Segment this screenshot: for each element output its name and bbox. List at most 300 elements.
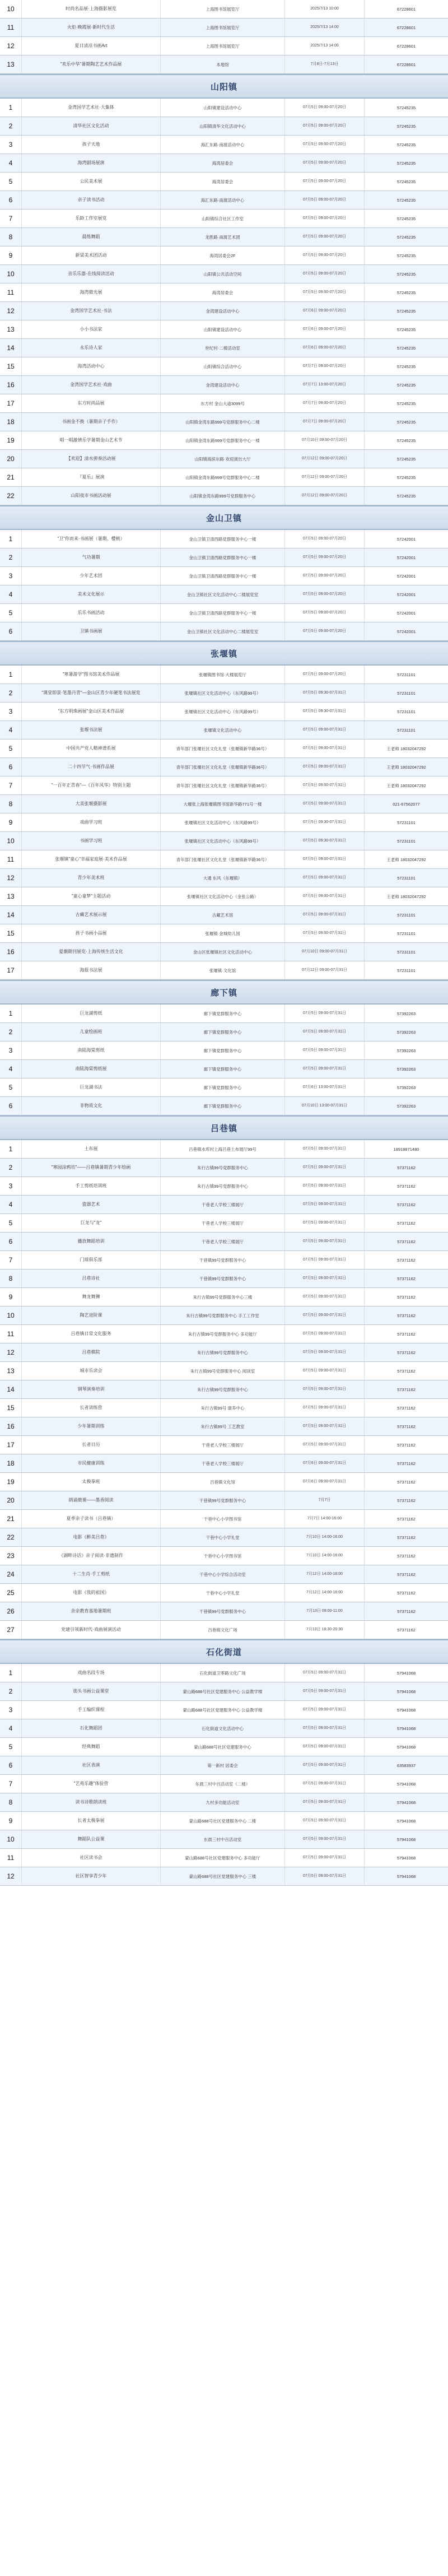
- table-row: [0, 55, 448, 74]
- row-number: 15: [7, 1403, 15, 1412]
- event-time: 07月5日 09:00-07月31日: [284, 1362, 364, 1380]
- contact-phone: 57231101: [364, 906, 448, 924]
- event-location: 干巷中心小学礼堂: [160, 1584, 284, 1602]
- event-location: 干巷镇99号党群服务中心: [160, 1491, 284, 1509]
- event-location: 张堰镇社区文化活动中心（东风路99号）: [160, 813, 284, 831]
- section-title: 吕巷镇: [210, 1123, 237, 1133]
- event-time: 7月12日 14:00-16:00: [284, 1565, 364, 1583]
- row-number: 8: [8, 1798, 13, 1806]
- contact-phone: 57245235: [364, 302, 448, 320]
- event-location: 朱行古镇99号党群服务中心三楼: [160, 1288, 284, 1306]
- row-number: 9: [8, 1292, 13, 1301]
- event-location: 龙胜路·南渡艺术团: [160, 228, 284, 246]
- event-name: 经典舞蹈: [21, 1738, 160, 1756]
- event-name: 电影《我的祖国》: [21, 1584, 160, 1602]
- contact-phone: 57231101: [364, 703, 448, 720]
- table-row: [0, 1510, 448, 1528]
- contact-phone: 57245235: [364, 450, 448, 468]
- event-time: 7月10日 14:00-16:00: [284, 1528, 364, 1546]
- row-number: 10: [7, 269, 15, 278]
- event-time: 07月5日 09:00-07月20日: [284, 604, 364, 622]
- contact-phone: 63583937: [364, 1756, 448, 1774]
- event-time: 07月5日 09:00-07月31日: [284, 1436, 364, 1454]
- row-number: 5: [8, 1742, 13, 1751]
- contact-phone: 57941068: [364, 1867, 448, 1885]
- table-row: [0, 758, 448, 776]
- event-time: 07月5日 09:00-07月31日: [284, 1775, 364, 1793]
- event-name: 夏日清凉书画Art: [21, 37, 160, 55]
- row-number: 2: [8, 122, 13, 130]
- event-time: 07月5日 09:00-07月31日: [284, 1306, 364, 1324]
- table-row: [0, 1159, 448, 1177]
- contact-phone: 57245235: [364, 468, 448, 486]
- contact-phone: 57242001: [364, 604, 448, 622]
- event-location: 张堰镇文化活动中心: [160, 721, 284, 739]
- table-row: [0, 265, 448, 283]
- event-location: 青年部门张堰社区文化礼堂（张堰镇新华路36号）: [160, 776, 284, 794]
- contact-phone: 57392263: [364, 1060, 448, 1078]
- table-row: [0, 99, 448, 117]
- event-name: 爱潮期刊展览·上海传统生活文化: [21, 943, 160, 961]
- contact-phone: 57371162: [364, 1417, 448, 1435]
- table-row: [0, 548, 448, 567]
- table-row: [0, 1849, 448, 1867]
- contact-phone: 57371162: [364, 1159, 448, 1177]
- event-time: 7月7日: [284, 1491, 364, 1509]
- table-row: [0, 585, 448, 604]
- event-name: 海报书法展: [21, 961, 160, 979]
- row-number: 6: [8, 1237, 13, 1245]
- contact-phone: 57371162: [364, 1454, 448, 1472]
- event-location: 东晨三村中百活动室: [160, 1830, 284, 1848]
- event-location: 干巷老人学校三楼展厅: [160, 1214, 284, 1232]
- event-time: 07月5日 09:00-07月31日: [284, 1830, 364, 1848]
- event-time: 2025/7/13 14:00: [284, 18, 364, 36]
- event-time: 07月5日 09:00-07月31日: [284, 1060, 364, 1078]
- event-name: 南陆海棠剪纸: [21, 1041, 160, 1059]
- event-location: 上海图书馆展览厅: [160, 0, 284, 18]
- event-location: 山阳镇海滨东路·欢迎演出大厅: [160, 450, 284, 468]
- contact-phone: 57231101: [364, 961, 448, 979]
- event-location: 山阳镇金湾东路999号党群服务中心一楼: [160, 431, 284, 449]
- table-row: [0, 776, 448, 795]
- section-header: [0, 980, 448, 1005]
- event-time: 07月5日 09:00-07月31日: [284, 758, 364, 776]
- contact-phone: 57231101: [364, 721, 448, 739]
- event-time: 07月5日 09:00-07月31日: [284, 1849, 364, 1867]
- row-number: 8: [8, 799, 13, 808]
- event-location: 干巷镇99号党群服务中心: [160, 1602, 284, 1620]
- event-time: 07月5日 09:00-07月31日: [284, 1664, 364, 1682]
- event-name: 夏季亲子读书（吕巷镇）: [21, 1510, 160, 1528]
- contact-phone: 57392263: [364, 1078, 448, 1096]
- contact-phone: 18918871480: [364, 1140, 448, 1158]
- event-location: 廊下镇党群服务中心: [160, 1060, 284, 1078]
- row-number: 17: [7, 966, 15, 974]
- table-row: [0, 468, 448, 487]
- contact-phone: 57941068: [364, 1793, 448, 1811]
- event-name: "欢乐中华"暑期陶艺艺术作品展: [21, 55, 160, 73]
- event-location: 蒙山路688号社区党建服务中心 三楼: [160, 1867, 284, 1885]
- event-name: 社区读书会: [21, 1849, 160, 1867]
- table-row: [0, 302, 448, 320]
- table-row: [0, 1214, 448, 1233]
- row-number: 2: [8, 1687, 13, 1695]
- contact-phone: 57941068: [364, 1849, 448, 1867]
- event-location: 干巷镇99号党群服务中心: [160, 1251, 284, 1269]
- contact-phone: 57231101: [364, 666, 448, 683]
- section-header: [0, 505, 448, 530]
- event-location: 金山卫镇社区文化活动中心二楼展览室: [160, 585, 284, 603]
- event-location: 山阳镇清华文化活动中心: [160, 117, 284, 135]
- event-time: 07月5日 09:00-07月20日: [284, 99, 364, 117]
- event-time: 07月5日 09:00-07月31日: [284, 1005, 364, 1022]
- row-number: 6: [8, 1761, 13, 1769]
- table-row: [0, 530, 448, 548]
- event-time: 07月5日 09:00-07月31日: [284, 1399, 364, 1417]
- row-number: 1: [8, 670, 13, 678]
- row-number: 11: [7, 23, 15, 31]
- event-time: 07月5日 09:00-07月31日: [284, 740, 364, 757]
- row-number: 4: [8, 1724, 13, 1732]
- row-number: 14: [7, 910, 15, 919]
- event-name: 石化舞蹈团: [21, 1719, 160, 1737]
- row-number: 1: [8, 1009, 13, 1017]
- row-number: 6: [8, 627, 13, 635]
- table-row: [0, 850, 448, 869]
- event-name: 公民美术展: [21, 173, 160, 190]
- event-name: 金湾国学艺术社·大集体: [21, 99, 160, 117]
- event-time: 07月7日 09:00-07月20日: [284, 357, 364, 375]
- contact-phone: 57371162: [364, 1436, 448, 1454]
- event-time: 07月10日 09:00-07月31日: [284, 943, 364, 961]
- event-name: 东方时尚品展: [21, 394, 160, 412]
- row-number: 20: [7, 454, 15, 463]
- event-location: 廊下镇党群服务中心: [160, 1005, 284, 1022]
- event-name: 吕巷棋院: [21, 1343, 160, 1361]
- event-location: 金山卫镇卫清西路党群服务中心一楼: [160, 530, 284, 548]
- event-location: 海湾居委会: [160, 154, 284, 172]
- table-row: [0, 173, 448, 191]
- event-time: 07月5日 09:00-07月31日: [284, 1812, 364, 1830]
- event-time: 2025/7/13 10:00: [284, 0, 364, 18]
- row-number: 3: [8, 1046, 13, 1054]
- event-name: 亲亲教育基地暑期班: [21, 1602, 160, 1620]
- event-time: 07月5日 09:00-07月20日: [284, 191, 364, 209]
- table-row: [0, 1362, 448, 1380]
- row-number: 12: [7, 306, 15, 315]
- event-name: 小小书法家: [21, 320, 160, 338]
- event-location: 金山卫镇卫清西路党群服务中心一楼: [160, 604, 284, 622]
- event-time: 07月5日 09:00-07月31日: [284, 1270, 364, 1287]
- contact-phone: 57371162: [364, 1343, 448, 1361]
- event-name: 金湾国学艺术社·戏曲: [21, 376, 160, 394]
- row-number: 2: [8, 1163, 13, 1171]
- event-name: 张堰书法展: [21, 721, 160, 739]
- event-time: 07月6日 09:00-07月31日: [284, 1454, 364, 1472]
- contact-phone: 王老师 18032047292: [364, 850, 448, 868]
- table-row: [0, 357, 448, 376]
- event-time: 07月5日 09:00-07月31日: [284, 1233, 364, 1250]
- row-number: 14: [7, 1385, 15, 1393]
- contact-phone: 57231101: [364, 924, 448, 942]
- event-name: 钢琴演奏培训: [21, 1380, 160, 1398]
- table-row: [0, 283, 448, 302]
- event-name: 巨龙湖书法: [21, 1078, 160, 1096]
- table-row: [0, 191, 448, 210]
- event-location: 吕巷镇水库村上海吕巷土布展厅99号: [160, 1140, 284, 1158]
- event-location: 蒙山路688号社区党建服务中心 公益教学楼: [160, 1701, 284, 1719]
- contact-phone: 57371162: [364, 1380, 448, 1398]
- table-row: [0, 136, 448, 154]
- row-number: 3: [8, 707, 13, 715]
- contact-phone: 57371162: [364, 1233, 448, 1250]
- contact-phone: 57245235: [364, 320, 448, 338]
- event-time: 07月5日 09:00-07月31日: [284, 1682, 364, 1700]
- contact-phone: 57245235: [364, 136, 448, 154]
- table-row: [0, 604, 448, 622]
- table-row: [0, 740, 448, 758]
- row-number: 11: [7, 1329, 15, 1338]
- row-number: 4: [8, 1064, 13, 1073]
- row-number: 7: [8, 781, 13, 789]
- event-location: 朱行古镇99号党群服务中心: [160, 1380, 284, 1398]
- event-location: 青年部门张堰社区文化礼堂（张堰镇新华路36号）: [160, 740, 284, 757]
- event-time: 07月6日 09:00-07月20日: [284, 339, 364, 357]
- event-name: 《湖畔诗话》亲子阅读·非遗制作: [21, 1547, 160, 1565]
- event-name: 南陆海棠剪纸展: [21, 1060, 160, 1078]
- event-name: "寒暑游学"图书馆美术作品展: [21, 666, 160, 683]
- row-number: 9: [8, 1816, 13, 1825]
- event-location: 青年部门张堰社区文化礼堂（张堰镇新华路36号）: [160, 850, 284, 868]
- event-location: 金山卫镇卫清西路党群服务中心一楼: [160, 567, 284, 585]
- contact-phone: 57245235: [364, 173, 448, 190]
- table-row: [0, 1060, 448, 1078]
- row-number: 13: [7, 325, 15, 333]
- contact-phone: 57371162: [364, 1621, 448, 1639]
- row-number: 1: [8, 1668, 13, 1677]
- row-number: 3: [8, 1705, 13, 1714]
- table-row: [0, 1775, 448, 1793]
- event-location: 山阳镇公共活动空间: [160, 265, 284, 283]
- table-row: [0, 0, 448, 18]
- event-location: 干巷老人学校三楼展厅: [160, 1196, 284, 1213]
- event-name: 中国共产党人精神谱系展: [21, 740, 160, 757]
- event-name: 城市乐读会: [21, 1362, 160, 1380]
- event-name: 新梁美术团活动: [21, 247, 160, 264]
- contact-phone: 王老师 18032047292: [364, 776, 448, 794]
- event-name: "童心童梦"主题活动: [21, 887, 160, 905]
- event-name: 巨龙湖剪纸: [21, 1005, 160, 1022]
- event-name: 时尚名品展·上海摄影展览: [21, 0, 160, 18]
- event-location: 廊下镇党群服务中心: [160, 1041, 284, 1059]
- event-location: 山阳镇综合社区工作室: [160, 210, 284, 227]
- contact-phone: 57392263: [364, 1023, 448, 1041]
- contact-phone: 57231101: [364, 832, 448, 850]
- table-row: [0, 666, 448, 684]
- section-header: [0, 74, 448, 99]
- event-time: 07月5日 09:00-07月31日: [284, 850, 364, 868]
- table-row: [0, 1233, 448, 1251]
- event-location: 张堰镇社区文化活动中心（东风路99号）: [160, 684, 284, 702]
- event-location: 干巷镇99号党群服务中心: [160, 1270, 284, 1287]
- table-row: [0, 703, 448, 721]
- table-row: [0, 1140, 448, 1159]
- event-name: 二十四节气·书画作品展: [21, 758, 160, 776]
- row-number: 10: [7, 1835, 15, 1843]
- table-row: [0, 1738, 448, 1756]
- contact-phone: 57245235: [364, 376, 448, 394]
- row-number: 12: [7, 1348, 15, 1356]
- row-number: 5: [8, 1083, 13, 1091]
- event-location: 海汇东路·南渡活动中心: [160, 136, 284, 154]
- row-number: 2: [8, 1027, 13, 1036]
- row-number: 10: [7, 1311, 15, 1319]
- event-time: 07月5日 09:00-07月20日: [284, 666, 364, 683]
- event-name: 张堰镇"童心"幸福家庭展·美术作品展: [21, 850, 160, 868]
- row-number: 10: [7, 836, 15, 845]
- contact-phone: 57245235: [364, 413, 448, 431]
- contact-phone: 57371162: [364, 1306, 448, 1324]
- event-time: 07月5日 09:00-07月31日: [284, 869, 364, 887]
- table-row: [0, 320, 448, 339]
- contact-phone: 57245235: [364, 117, 448, 135]
- table-row: [0, 1177, 448, 1196]
- event-name: 海湾微光展: [21, 283, 160, 301]
- row-number: 3: [8, 140, 13, 148]
- row-number: 16: [7, 947, 15, 956]
- table-row: [0, 376, 448, 394]
- event-location: 朱行古镇99号党群服务中心 手工工作室: [160, 1306, 284, 1324]
- event-location: 张堰镇·文化馆: [160, 961, 284, 979]
- event-time: 07月5日 09:00-07月31日: [284, 795, 364, 813]
- table-row: [0, 1251, 448, 1270]
- event-location: 朱行古镇99号党群服务中心: [160, 1159, 284, 1177]
- event-time: 07月5日 09:00-07月31日: [284, 1041, 364, 1059]
- row-number: 4: [8, 1200, 13, 1208]
- event-name: 十二生肖·手工剪纸: [21, 1565, 160, 1583]
- event-location: 蒙山路688号社区党建服务中心 二楼: [160, 1812, 284, 1830]
- row-number: 6: [8, 196, 13, 204]
- contact-phone: 57245235: [364, 339, 448, 357]
- event-time: 07月5日 09:00-07月20日: [284, 585, 364, 603]
- event-time: 07月12日 09:00-07月20日: [284, 450, 364, 468]
- contact-phone: 57245235: [364, 99, 448, 117]
- event-name: 乐乐书画活动: [21, 604, 160, 622]
- event-name: 书画金不换（暑期亲子手作）: [21, 413, 160, 431]
- event-name: 卫镇书画展: [21, 622, 160, 640]
- row-number: 1: [8, 1145, 13, 1153]
- event-location: 东晨三村中百活动室（二楼）: [160, 1775, 284, 1793]
- event-name: 长者日历: [21, 1436, 160, 1454]
- row-number: 13: [7, 60, 15, 68]
- event-time: 07月5日 09:00-07月20日: [284, 117, 364, 135]
- row-number: 8: [8, 233, 13, 241]
- contact-phone: 57371162: [364, 1288, 448, 1306]
- section-title: 石化街道: [206, 1647, 242, 1657]
- event-time: 7月7日 14:00-16:00: [284, 1510, 364, 1528]
- event-location: 青年部门张堰社区文化礼堂（张堰镇新华路36号）: [160, 758, 284, 776]
- event-location: 张堰镇社区文化活动中心（金张公路）: [160, 887, 284, 905]
- event-name: 书画学习班: [21, 832, 160, 850]
- row-number: 15: [7, 929, 15, 937]
- row-number: 13: [7, 1366, 15, 1375]
- event-name: 少年艺术团: [21, 567, 160, 585]
- contact-phone: 57371162: [364, 1473, 448, 1491]
- contact-phone: 57245235: [364, 191, 448, 209]
- event-time: 07月6日 13:00-07月31日: [284, 1078, 364, 1096]
- event-name: 音乐乐器·在线阅读活动: [21, 265, 160, 283]
- event-location: 朱行古镇99号 康养中心: [160, 1399, 284, 1417]
- row-number: 22: [7, 491, 15, 500]
- event-name: 舞龙舞狮: [21, 1288, 160, 1306]
- event-name: "卫"你而来·书画展（暑期、樱桃）: [21, 530, 160, 548]
- table-row: [0, 117, 448, 136]
- event-location: 朱行古镇99号党群服务中心: [160, 1177, 284, 1195]
- row-number: 5: [8, 177, 13, 185]
- contact-phone: 王老师 18032047292: [364, 887, 448, 905]
- row-number: 16: [7, 1422, 15, 1430]
- event-time: 07月5日 09:00-07月31日: [284, 776, 364, 794]
- contact-phone: 57941068: [364, 1775, 448, 1793]
- event-location: 海汇东路·南渡活动中心: [160, 191, 284, 209]
- table-row: [0, 795, 448, 813]
- contact-phone: 67228601: [364, 18, 448, 36]
- table-row: [0, 1041, 448, 1060]
- event-name: 手工编织课程: [21, 1701, 160, 1719]
- event-time: 07月5日 09:00-07月20日: [284, 283, 364, 301]
- row-number: 25: [7, 1588, 15, 1597]
- row-number: 18: [7, 1459, 15, 1467]
- event-location: 山阳镇建设活动中心: [160, 99, 284, 117]
- event-name: 孩子书画小品展: [21, 924, 160, 942]
- row-number: 18: [7, 417, 15, 426]
- table-row: [0, 1682, 448, 1701]
- contact-phone: 67228601: [364, 37, 448, 55]
- table-row: [0, 887, 448, 906]
- table-row: [0, 1664, 448, 1682]
- table-row: [0, 1097, 448, 1115]
- row-number: 5: [8, 608, 13, 617]
- table-row: [0, 1812, 448, 1830]
- row-number: 2: [8, 553, 13, 561]
- event-time: 7月8日-7月13日: [284, 55, 364, 73]
- event-location: 金山卫镇卫清西路党群服务中心一楼: [160, 548, 284, 566]
- event-time: 07月5日 09:00-07月31日: [284, 1159, 364, 1177]
- event-name: 金湾国学艺术社·书法: [21, 302, 160, 320]
- table-row: [0, 1288, 448, 1306]
- contact-phone: 57392263: [364, 1097, 448, 1115]
- contact-phone: 王老师 18032047292: [364, 740, 448, 757]
- event-time: 07月5日 09:00-07月31日: [284, 1343, 364, 1361]
- contact-phone: 57245235: [364, 228, 448, 246]
- event-time: 07月5日 09:00-07月31日: [284, 1214, 364, 1232]
- event-location: 干巷老人学校三楼展厅: [160, 1233, 284, 1250]
- event-location: 上海图书馆展览厅: [160, 37, 284, 55]
- event-name: 戏曲学习班: [21, 813, 160, 831]
- event-time: 07月5日 09:00-07月31日: [284, 1288, 364, 1306]
- event-location: 张堰镇社区文化活动中心（东风路99号）: [160, 703, 284, 720]
- event-name: 瓷器艺术: [21, 1196, 160, 1213]
- contact-phone: 57245235: [364, 247, 448, 264]
- event-time: 07月5日 09:00-07月31日: [284, 1251, 364, 1269]
- row-number: 19: [7, 1477, 15, 1486]
- event-time: 07月6日 09:00-07月31日: [284, 1473, 364, 1491]
- row-number: 26: [7, 1607, 15, 1615]
- row-number: 8: [8, 1274, 13, 1282]
- event-time: 07月7日 09:00-07月20日: [284, 413, 364, 431]
- section-title: 金山卫镇: [206, 513, 242, 523]
